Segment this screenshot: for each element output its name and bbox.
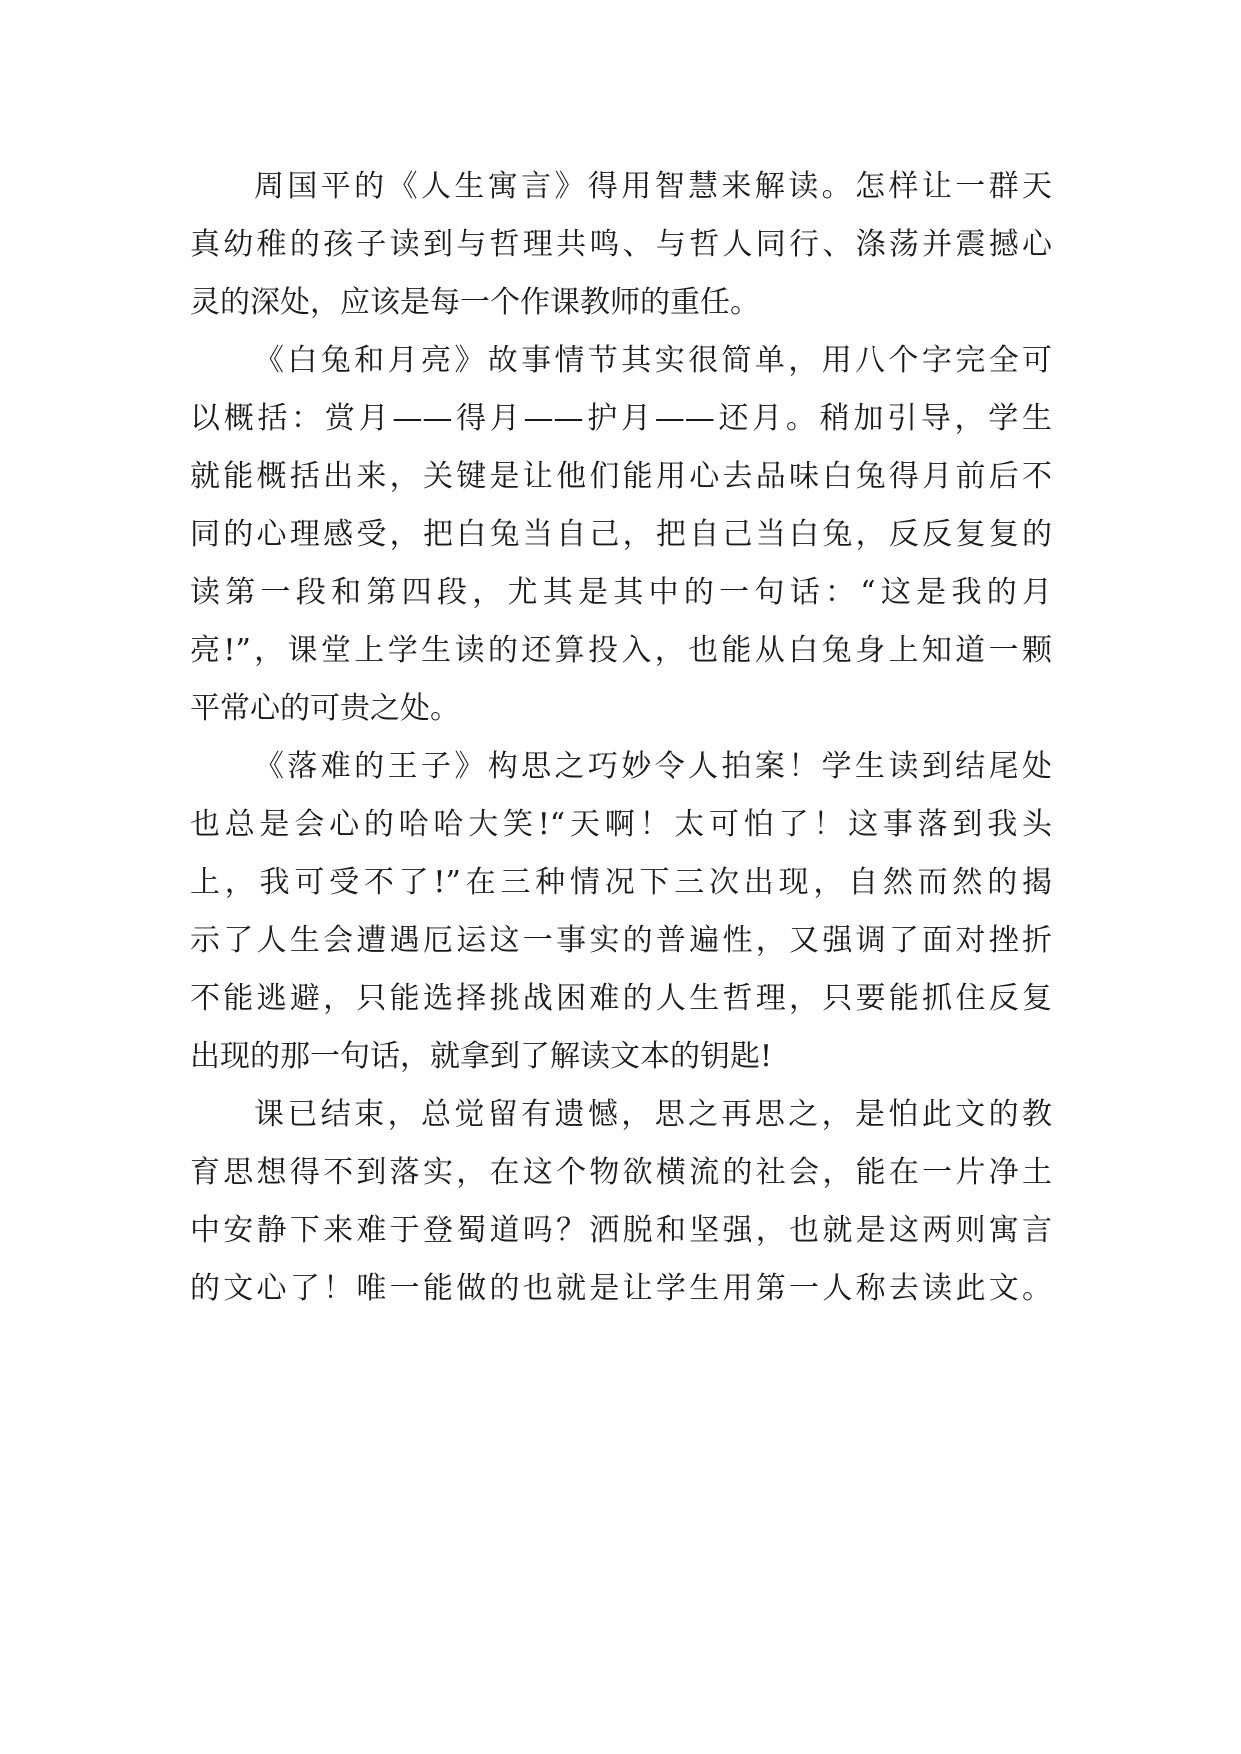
paragraph-line: 就能概括出来，关键是让他们能用心去品味白兔得月前后不 (190, 459, 1052, 494)
paragraph-line: 真幼稚的孩子读到与哲理共鸣、与哲人同行、涤荡并震撼心 (190, 227, 1052, 262)
paragraph-line: 灵的深处，应该是每一个作课教师的重任。 (190, 285, 760, 320)
paragraph-line: 示了人生会遭遇厄运这一事实的普遍性，又强调了面对挫折 (190, 923, 1052, 958)
paragraph-line: 育思想得不到落实，在这个物欲横流的社会，能在一片净土 (190, 1155, 1052, 1190)
paragraph-line: 中安静下来难于登蜀道吗？洒脱和坚强，也就是这两则寓言 (190, 1213, 1052, 1248)
paragraph-line: 周国平的《人生寓言》得用智慧来解读。怎样让一群天 (254, 169, 1052, 204)
paragraph-line: 上，我可受不了!”在三种情况下三次出现，自然而然的揭 (190, 865, 1052, 900)
document-body (190, 158, 1052, 1318)
paragraph-line: 读第一段和第四段，尤其是其中的一句话：“这是我的月 (190, 575, 1052, 610)
paragraph-line: 《落难的王子》构思之巧妙令人拍案！学生读到结尾处 (254, 749, 1052, 784)
paragraph-3 (190, 738, 1052, 1086)
paragraph-4 (190, 1086, 1052, 1318)
paragraph-line: 以概括：赏月——得月——护月——还月。稍加引导，学生 (190, 401, 1052, 436)
paragraph-2 (190, 332, 1052, 738)
paragraph-line: 出现的那一句话，就拿到了解读文本的钥匙! (190, 1039, 773, 1074)
paragraph-line: 《白兔和月亮》故事情节其实很简单，用八个字完全可 (254, 343, 1052, 378)
paragraph-line: 的文心了！唯一能做的也就是让学生用第一人称去读此文。 (190, 1271, 1052, 1306)
paragraph-line: 平常心的可贵之处。 (190, 691, 460, 726)
paragraph-1 (190, 158, 1052, 332)
paragraph-line: 也总是会心的哈哈大笑!“天啊！太可怕了！这事落到我头 (190, 807, 1052, 842)
paragraph-line: 同的心理感受，把白兔当自己，把自己当白兔，反反复复的 (190, 517, 1052, 552)
paragraph-line: 亮!”，课堂上学生读的还算投入，也能从白兔身上知道一颗 (190, 633, 1052, 668)
paragraph-line: 不能逃避，只能选择挑战困难的人生哲理，只要能抓住反复 (190, 981, 1052, 1016)
paragraph-line: 课已结束，总觉留有遗憾，思之再思之，是怕此文的教 (254, 1097, 1052, 1132)
